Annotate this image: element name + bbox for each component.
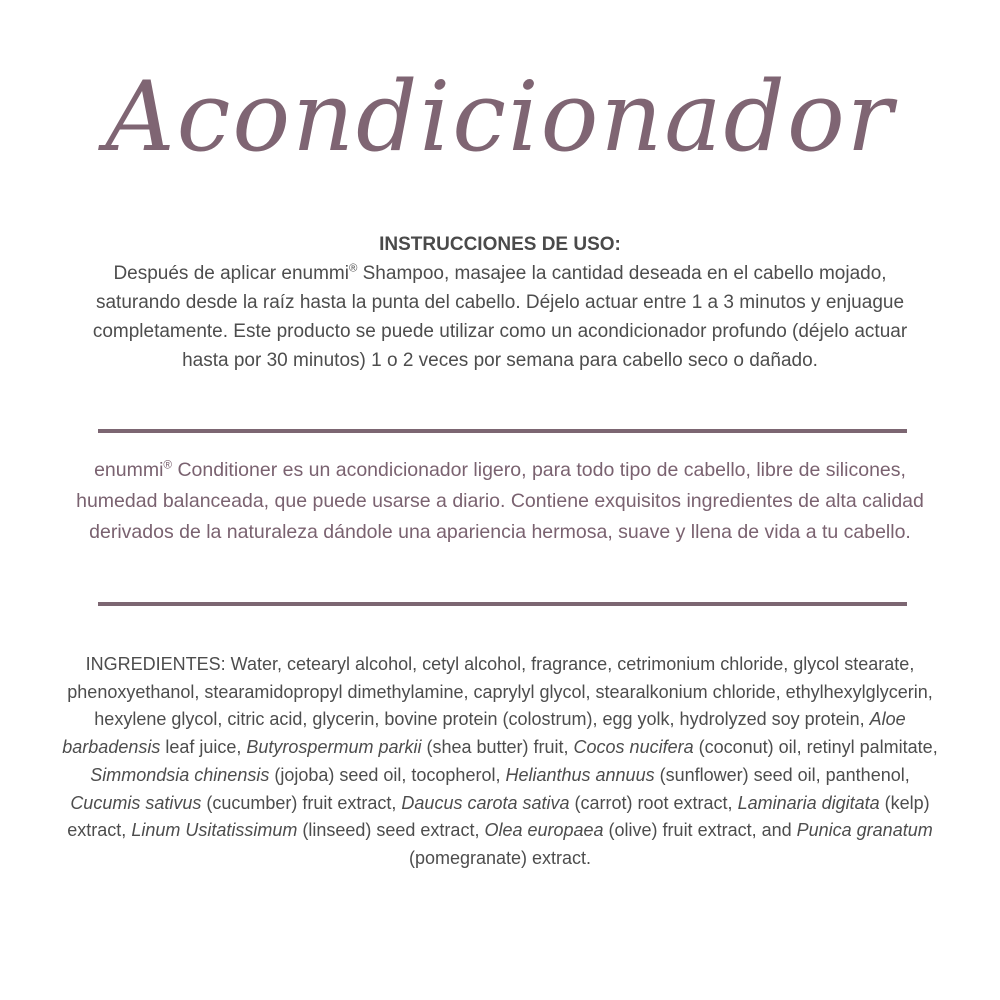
- description-brand: enummi: [94, 459, 164, 481]
- instructions-text: Shampoo, masajee la cantidad deseada en el cabello mojado, saturando desde la raíz hasta la punta del cabello. Déjelo actuar entre 1 a 3 minutos y enjuague completamente. Este producto se puede utilizar como un acondicionador profundo (déjelo actuar hasta por 30 minutos) 1 o 2 veces por semana para cabello seco o dañado.: [92, 263, 908, 371]
- product-description: [70, 455, 930, 548]
- description-text: Conditioner es un acondicionador ligero, para todo tipo de cabello, libre de silicones, humedad balanceada, que puede usarse a diario. Contiene exquisitos ingredientes de alta calidad derivados de la naturaleza dándole una apariencia hermosa, suave y llena de vida a tu cabello.: [76, 459, 924, 543]
- ingredient-latin-name: Punica granatum: [796, 820, 933, 841]
- ingredient-latin-name: Linum Usitatissimum: [131, 820, 298, 841]
- ingredients-text: (jojoba) seed oil, tocopherol,: [269, 764, 506, 785]
- instructions-prefix: Después de aplicar: [113, 263, 282, 284]
- ingredient-latin-name: Aloe barbadensis: [62, 709, 906, 758]
- ingredients-text: (linseed) seed extract,: [297, 820, 485, 841]
- ingredients-text: INGREDIENTES: Water, cetearyl alcohol, cetyl alcohol, fragrance, cetrimonium chloride, glycol stearate, phenoxyethanol, stearamidopropyl dimethylamine, caprylyl glycol, stearalkonium chloride, ethylhexylglycerin, hexylene glycol, citric acid, glycerin, bovine protein (colostrum), egg yolk, hydrolyzed soy protein,: [67, 654, 933, 730]
- usage-instructions: [70, 230, 930, 375]
- registered-mark: ®: [163, 458, 173, 472]
- page-title: Acondicionador: [105, 61, 895, 173]
- registered-mark: ®: [348, 262, 358, 275]
- ingredient-latin-name: Cocos nucifera: [573, 737, 694, 758]
- ingredients-text: (shea butter) fruit,: [421, 737, 574, 758]
- ingredient-latin-name: Simmondsia chinensis: [90, 764, 270, 785]
- ingredients-list: [62, 651, 938, 873]
- ingredient-latin-name: Daucus carota sativa: [401, 792, 570, 813]
- divider-top: [98, 429, 907, 433]
- instructions-brand: enummi: [281, 263, 349, 284]
- ingredients-text: (sunflower) seed oil, panthenol,: [654, 764, 910, 785]
- ingredient-latin-name: Butyrospermum parkii: [246, 737, 422, 758]
- divider-bottom: [98, 602, 907, 606]
- ingredients-text: (carrot) root extract,: [569, 792, 738, 813]
- ingredient-latin-name: Helianthus annuus: [505, 764, 655, 785]
- ingredient-latin-name: Olea europaea: [484, 820, 604, 841]
- ingredients-text: (cucumber) fruit extract,: [201, 792, 402, 813]
- ingredient-latin-name: Laminaria digitata: [737, 792, 880, 813]
- instructions-heading: INSTRUCCIONES DE USO:: [379, 234, 621, 255]
- ingredients-text: (coconut) oil, retinyl palmitate,: [693, 737, 938, 758]
- ingredients-text: leaf juice,: [160, 737, 247, 758]
- instructions-body: [70, 259, 930, 375]
- ingredient-latin-name: Cucumis sativus: [70, 792, 202, 813]
- ingredients-text: (kelp) extract,: [67, 792, 930, 841]
- ingredients-text: (pomegranate) extract.: [408, 847, 592, 868]
- ingredients-text: (olive) fruit extract, and: [603, 820, 797, 841]
